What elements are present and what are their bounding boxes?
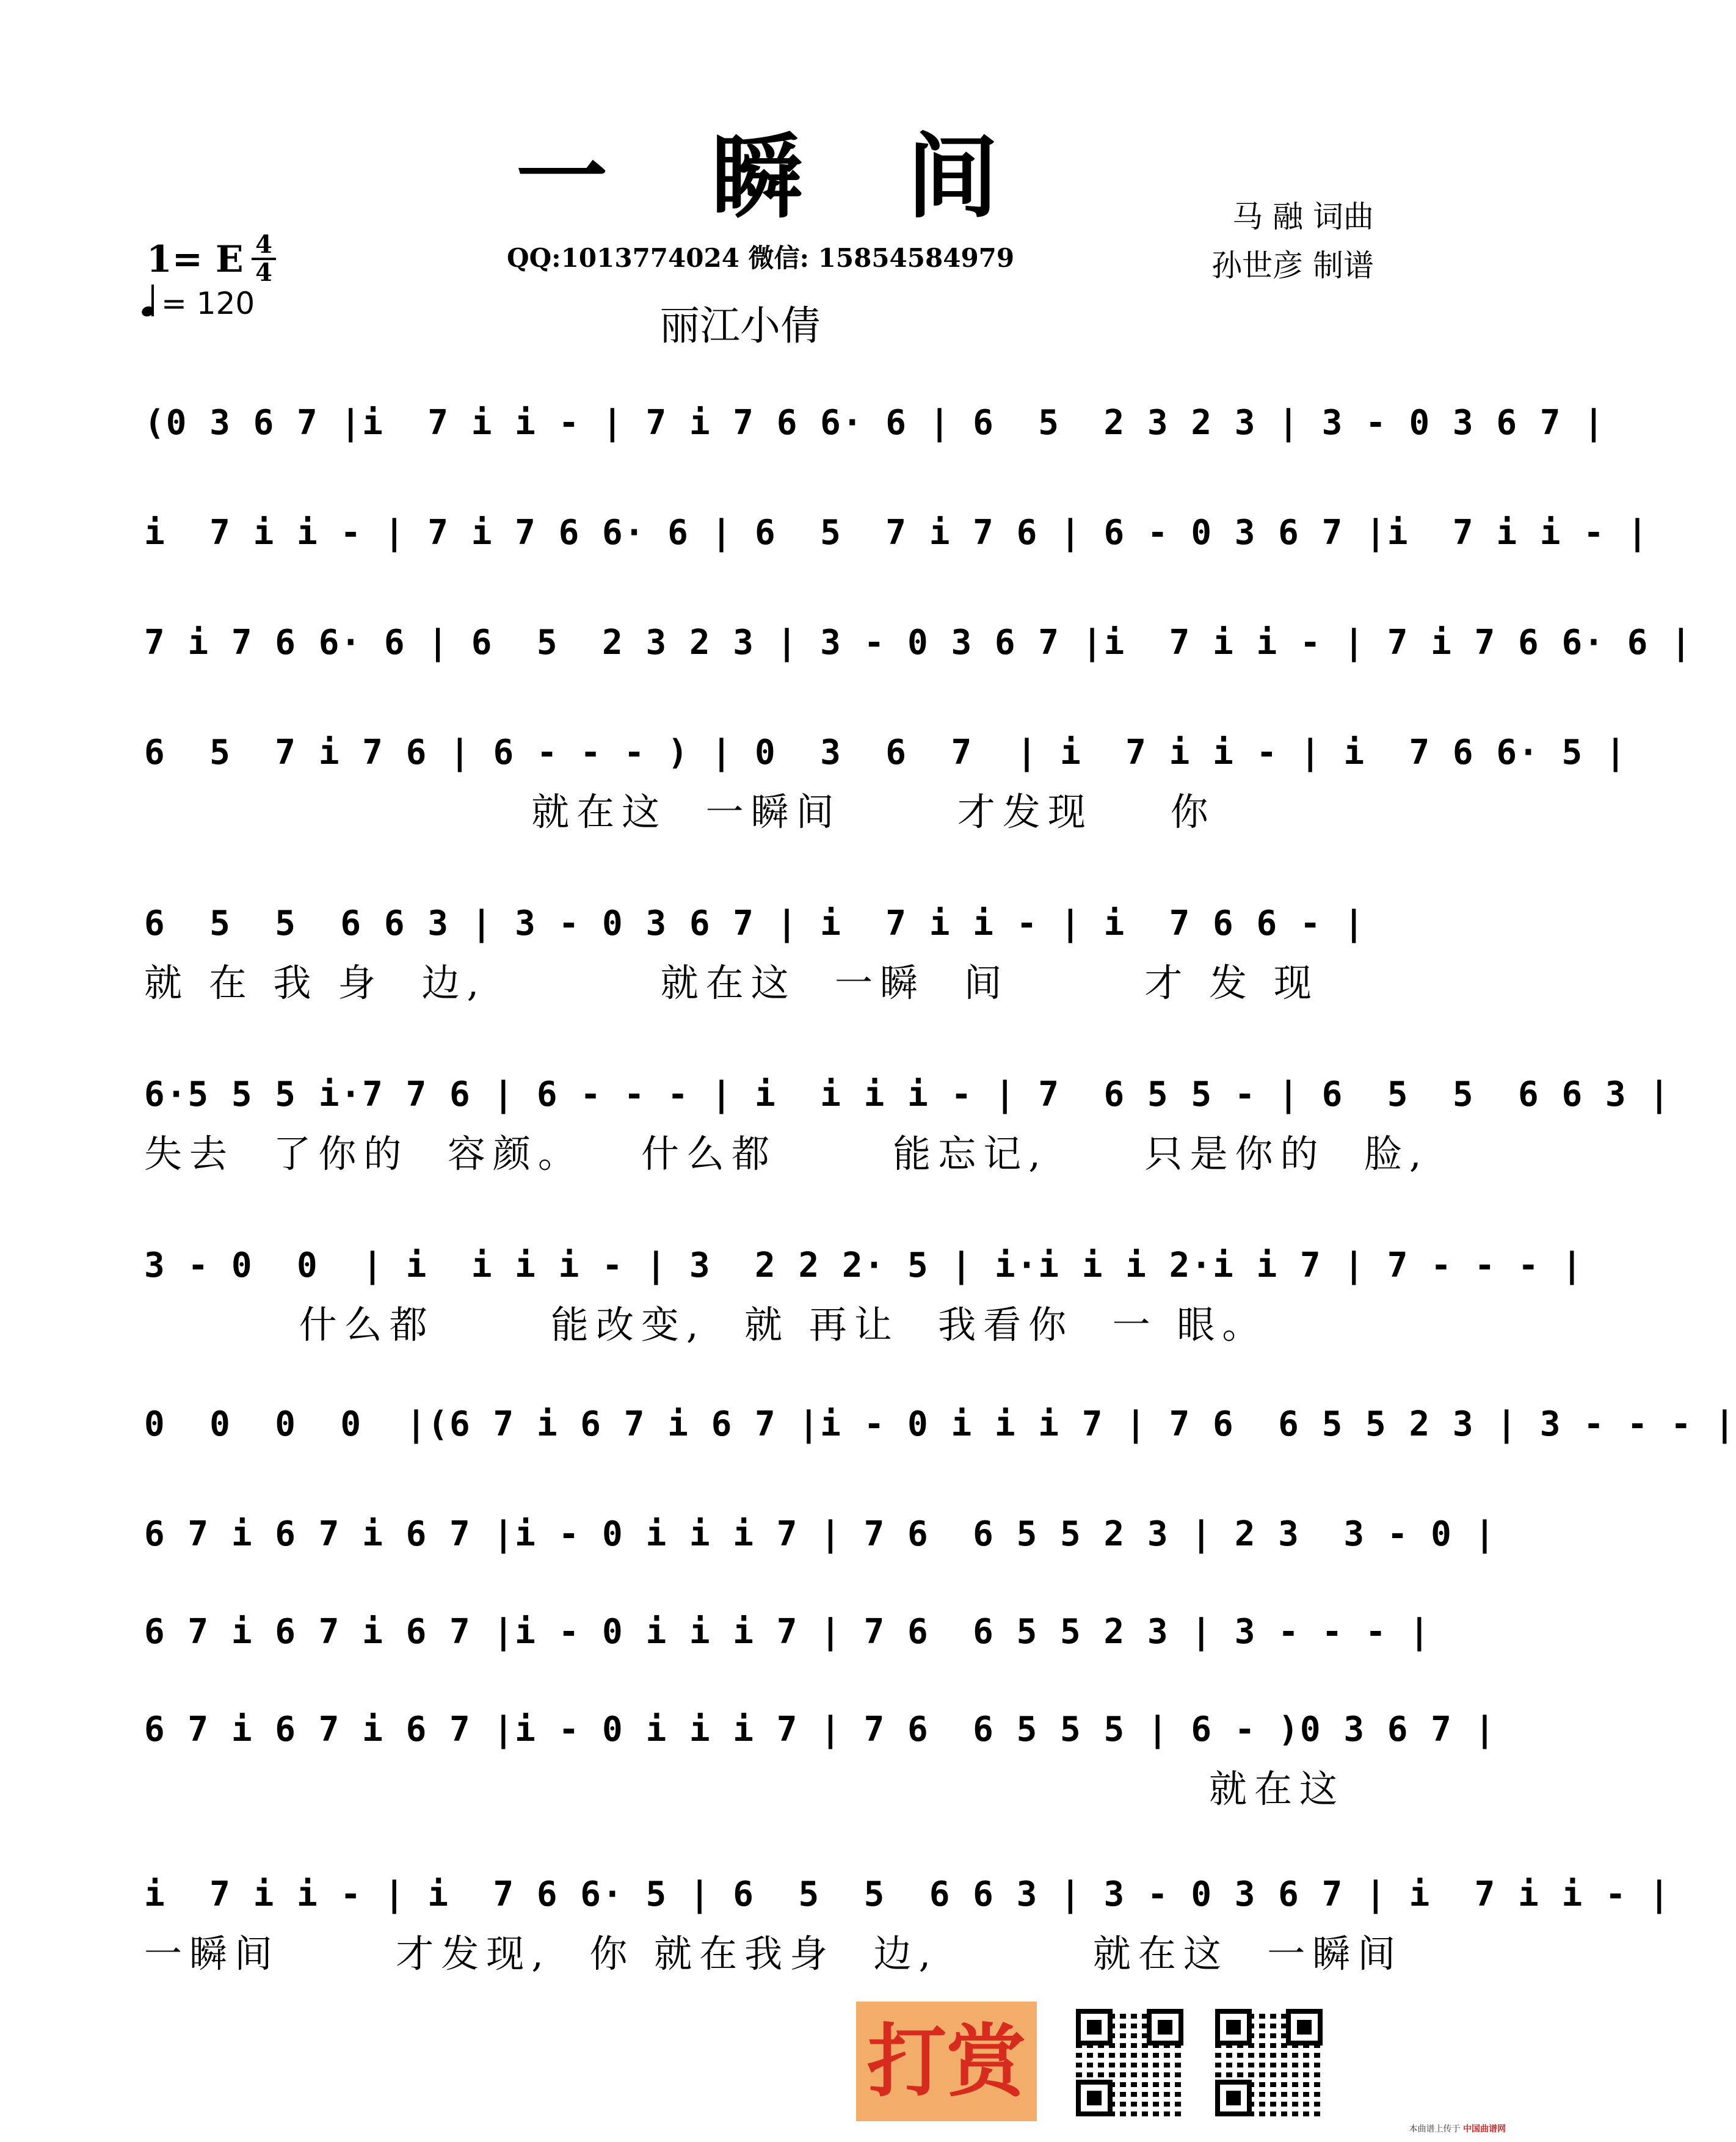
tempo-value: = 120 [161,286,255,321]
lyric-line: 就 在 我 身 边, 就在这 一瞬 间 才 发 现 [144,960,1319,1005]
time-signature [252,232,276,286]
credit-lyric-music: 马 融 词曲 [1232,199,1374,234]
footer-text: 本曲谱上传于 [1409,2124,1461,2134]
notation-line: i 7 i i - | i 7 6 6· 5 | 6 5 5 6 6 3 | 3 - 0 3 6 7 | i 7 i i - | [144,1875,1671,1914]
credit-notation: 孙世彦 制谱 [1211,248,1374,283]
lyric-line: 就在这 [144,1766,1345,1811]
notation-line: 3 - 0 0 | i i i i - | 3 2 2 2· 5 | i·i i i 2·i i 7 | 7 - - - | [144,1246,1584,1285]
contact-info: QQ:1013774024 微信: 15854584979 [507,243,1015,273]
notation-line: 6 7 i 6 7 i 6 7 |i - 0 i i i 7 | 7 6 6 5 5 2 3 | 2 3 3 - 0 | [144,1514,1497,1554]
notation-line: 6 5 5 6 6 3 | 3 - 0 3 6 7 | i 7 i i - | i 7 6 6 - | [144,904,1366,943]
notation-line: 6·5 5 5 i·7 7 6 | 6 - - - | i i i i - | 7 6 5 5 - | 6 5 5 6 6 3 | [144,1075,1671,1114]
qr-code-icon [1076,2009,1183,2116]
notation-line: 6 7 i 6 7 i 6 7 |i - 0 i i i 7 | 7 6 6 5 5 2 3 | 3 - - - | [144,1612,1431,1652]
time-signature-top: 4 [255,230,272,259]
performer: 丽江小倩 [659,302,821,349]
notation-line: 6 5 7 i 7 6 | 6 - - - ) | 0 3 6 7 | i 7 i i - | i 7 6 6· 5 | [144,733,1627,772]
notation-line: (0 3 6 7 |i 7 i i - | 7 i 7 6 6· 6 | 6 5 2 3 2 3 | 3 - 0 3 6 7 | [144,403,1605,443]
note-stem [151,285,154,316]
time-signature-bottom: 4 [255,258,272,287]
lyric-line: 什么都 能改变, 就 再让 我看你 一 眼。 [144,1302,1268,1347]
page-title: 一瞬间 [515,123,1102,231]
qr-code-icon [1215,2009,1323,2116]
footer-credit [1409,2122,1506,2135]
notation-line: 7 i 7 6 6· 6 | 6 5 2 3 2 3 | 3 - 0 3 6 7 |i 7 i i - | 7 i 7 6 6· 6 | [144,623,1693,663]
notation-line: 0 0 0 0 |(6 7 i 6 7 i 6 7 |i - 0 i i i 7 | 7 6 6 5 5 2 3 | 3 - - - | [144,1404,1736,1444]
lyric-line: 就在这 一瞬间 才发现 你 [144,790,1216,834]
reward-button[interactable]: 打赏 [856,2002,1037,2121]
tempo-marking [142,282,255,321]
key-signature: 1= E [147,238,244,281]
footer-brand: 中国曲谱网 [1463,2124,1506,2134]
notation-line: i 7 i i - | 7 i 7 6 6· 6 | 6 5 7 i 7 6 | 6 - 0 3 6 7 |i 7 i i - | [144,513,1649,553]
notation-line: 6 7 i 6 7 i 6 7 |i - 0 i i i 7 | 7 6 6 5 5 5 | 6 - )0 3 6 7 | [144,1710,1497,1749]
lyric-line: 一瞬间 才发现, 你 就在我身 边, 就在这 一瞬间 [144,1931,1403,1976]
lyric-line: 失去 了你的 容颜。 什么都 能忘记, 只是你的 脸, [144,1131,1429,1176]
